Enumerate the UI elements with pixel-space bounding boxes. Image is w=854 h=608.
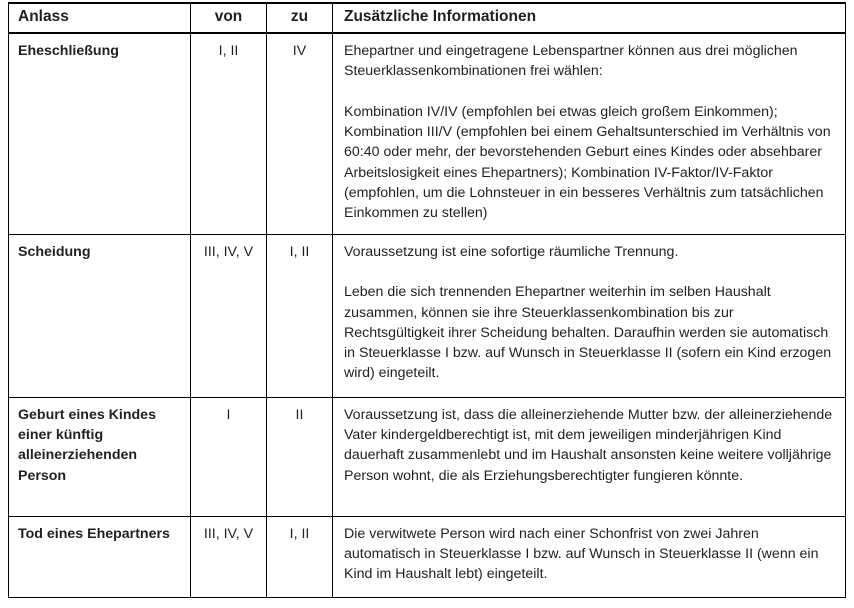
table-row <box>9 33 846 234</box>
table-header-row <box>9 3 846 33</box>
column-header-zu: zu <box>267 3 333 33</box>
table-container <box>8 2 845 598</box>
cell-anlass: Tod eines Ehepartners <box>9 516 191 597</box>
table-row <box>9 234 846 397</box>
cell-zu: IV <box>267 33 333 234</box>
column-header-zusaetzliche-informationen: Zusätzliche Informationen <box>333 3 846 33</box>
cell-info <box>333 516 846 597</box>
info-paragraph: Kombination IV/IV (empfohlen bei etwas gleich großem Einkommen); Kombination III/V (empfohlen bei einem Gehaltsunterschied im Verhältnis von 60:40 oder mehr, der bevorstehenden Geburt eines Kindes oder absehbarer Arbeitslosigkeit eines Ehepartners); Kombination IV-Faktor/IV-Faktor (empfohlen, um die Lohnsteuer in ein besseres Verhältnis zum tatsächlichen Einkommen zu stellen) <box>344 103 831 222</box>
cell-anlass: Eheschließung <box>9 33 191 234</box>
cell-von: III, IV, V <box>191 516 267 597</box>
cell-info <box>333 33 846 234</box>
cell-zu: I, II <box>267 234 333 397</box>
table-body <box>9 33 846 597</box>
cell-zu: I, II <box>267 516 333 597</box>
steuerklassen-table <box>8 2 846 598</box>
cell-anlass: Geburt eines Kindes einer künftig alleinerziehenden Person <box>9 397 191 516</box>
cell-zu: II <box>267 397 333 516</box>
cell-info <box>333 397 846 516</box>
table-row <box>9 516 846 597</box>
cell-von: III, IV, V <box>191 234 267 397</box>
column-header-anlass: Anlass <box>9 3 191 33</box>
info-paragraph: Ehepartner und eingetragene Lebenspartner können aus drei möglichen Steuerklassenkombinationen frei wählen: <box>344 43 798 80</box>
info-paragraph: Leben die sich trennenden Ehepartner weiterhin im selben Haushalt zusammen, können sie ihre Steuerklassenkombination bis zur Rechtsgültigkeit ihrer Scheidung behalten. Daraufhin werden sie automatisch in Steuerklasse I bzw. auf Wunsch in Steuerklasse II (sofern ein Kind erzogen wird) eingeteilt. <box>344 284 832 382</box>
column-header-von: von <box>191 3 267 33</box>
info-paragraph: Voraussetzung ist, dass die alleinerziehende Mutter bzw. der alleinerziehende Vater kindergeldberechtigt ist, mit dem jeweiligen minderjährigen Kind dauerhaft zusammenlebt und im Haushalt ansonsten keine weitere volljährige Person wohnt, die als Erziehungsberechtigter fungieren könnte. <box>344 406 833 484</box>
table-row <box>9 397 846 516</box>
cell-von: I <box>191 397 267 516</box>
info-paragraph: Voraussetzung ist eine sofortige räumliche Trennung. <box>344 243 679 260</box>
info-paragraph: Die verwitwete Person wird nach einer Schonfrist von zwei Jahren automatisch in Steuerklasse I bzw. auf Wunsch in Steuerklasse II (wenn ein Kind im Haushalt lebt) eingeteilt. <box>344 525 819 583</box>
table-header <box>9 3 846 33</box>
cell-anlass: Scheidung <box>9 234 191 397</box>
cell-info <box>333 234 846 397</box>
cell-von: I, II <box>191 33 267 234</box>
